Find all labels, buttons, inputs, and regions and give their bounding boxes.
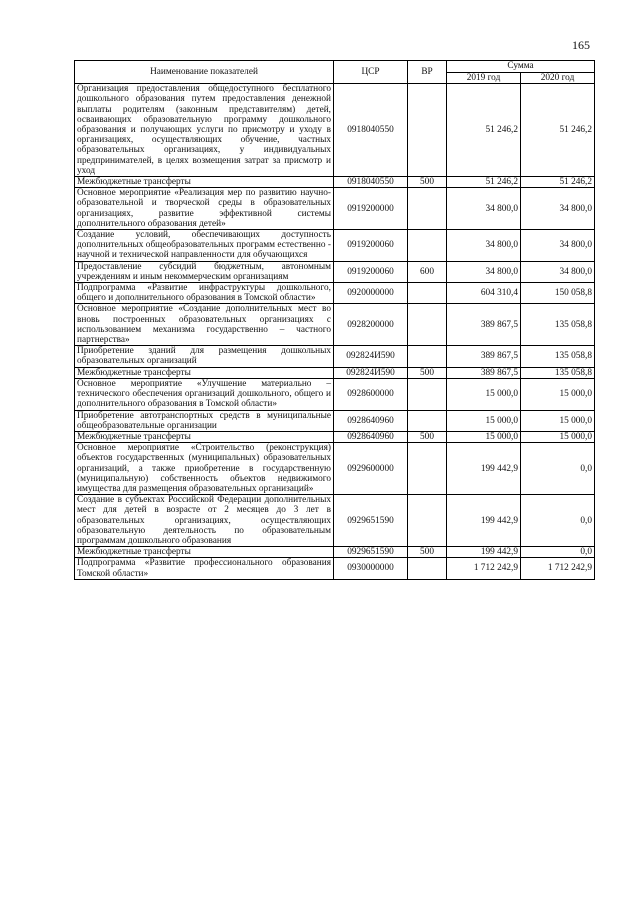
row-name-cell: Межбюджетные трансферты bbox=[75, 547, 334, 558]
row-2019-cell: 389 867,5 bbox=[447, 367, 521, 378]
row-vr-cell: 500 bbox=[408, 431, 447, 442]
row-2020-cell: 15 000,0 bbox=[521, 431, 595, 442]
header-csr: ЦСР bbox=[334, 61, 408, 84]
row-vr-cell bbox=[408, 188, 447, 230]
row-2020-cell: 135 058,8 bbox=[521, 367, 595, 378]
row-name-cell: Основное мероприятие «Создание дополнительных мест во вновь построенных образовательных организациях с использованием механизма государственно – частного партнерства» bbox=[75, 304, 334, 346]
table-row bbox=[75, 410, 595, 431]
row-vr-cell bbox=[408, 378, 447, 410]
row-name-cell: Подпрограмма «Развитие инфраструктуры дошкольного, общего и дополнительного образования в Томской области» bbox=[75, 283, 334, 304]
budget-table bbox=[74, 60, 595, 580]
row-csr-cell: 0928200000 bbox=[334, 304, 408, 346]
table-row bbox=[75, 188, 595, 230]
row-name-cell: Межбюджетные трансферты bbox=[75, 431, 334, 442]
table-row bbox=[75, 547, 595, 558]
row-vr-cell bbox=[408, 410, 447, 431]
table-body bbox=[75, 84, 595, 580]
row-vr-cell: 500 bbox=[408, 367, 447, 378]
row-name-cell: Межбюджетные трансферты bbox=[75, 367, 334, 378]
row-csr-cell: 0928600000 bbox=[334, 378, 408, 410]
row-csr-cell: 0928640960 bbox=[334, 431, 408, 442]
row-name-cell: Организация предоставления общедоступного бесплатного дошкольного образования путем предоставления денежной выплаты родителям (законным представителям) детей, осваивающих образовательную программу дошкольного образования и получающих услуги по присмотру и уходу в организациях, осуществляющих обучение, частных образовательных организациях, у индивидуальных предпринимателей, в целях возмещения затрат за присмотр и уход bbox=[75, 84, 334, 177]
row-2020-cell: 51 246,2 bbox=[521, 84, 595, 177]
row-2019-cell: 389 867,5 bbox=[447, 304, 521, 346]
row-csr-cell: 0918040550 bbox=[334, 177, 408, 188]
row-2020-cell: 0,0 bbox=[521, 443, 595, 495]
table-row bbox=[75, 367, 595, 378]
row-csr-cell: 092824И590 bbox=[334, 367, 408, 378]
row-name-cell: Подпрограмма «Развитие профессионального образования Томской области» bbox=[75, 558, 334, 579]
row-csr-cell: 0920000000 bbox=[334, 283, 408, 304]
row-name-cell: Основное мероприятие «Улучшение материально – технического обеспечения организаций дошкольного, общего и дополнительного образования в Томской области» bbox=[75, 378, 334, 410]
row-vr-cell bbox=[408, 230, 447, 262]
row-vr-cell bbox=[408, 495, 447, 547]
table-row bbox=[75, 304, 595, 346]
page-number: 165 bbox=[572, 38, 590, 52]
row-2019-cell: 199 442,9 bbox=[447, 443, 521, 495]
row-csr-cell: 0929651590 bbox=[334, 495, 408, 547]
row-2020-cell: 15 000,0 bbox=[521, 410, 595, 431]
header-name: Наименование показателей bbox=[75, 61, 334, 84]
table-header bbox=[75, 61, 595, 84]
header-year-2020: 2020 год bbox=[521, 73, 595, 84]
row-name-cell: Основное мероприятие «Строительство (реконструкция) объектов государственных (муниципальных) образовательных организаций, а также приобретение в государственную (муниципальную) собственность объектов недвижимого имущества для размещения образовательных организаций» bbox=[75, 443, 334, 495]
row-2020-cell: 150 058,8 bbox=[521, 283, 595, 304]
row-vr-cell bbox=[408, 84, 447, 177]
row-2019-cell: 34 800,0 bbox=[447, 261, 521, 282]
row-2019-cell: 389 867,5 bbox=[447, 346, 521, 367]
row-2019-cell: 51 246,2 bbox=[447, 177, 521, 188]
table-row bbox=[75, 177, 595, 188]
row-vr-cell: 500 bbox=[408, 547, 447, 558]
row-csr-cell: 0919200000 bbox=[334, 188, 408, 230]
table-row bbox=[75, 558, 595, 579]
table-row bbox=[75, 230, 595, 262]
row-name-cell: Приобретение зданий для размещения дошкольных образовательных организаций bbox=[75, 346, 334, 367]
row-vr-cell bbox=[408, 346, 447, 367]
header-year-2019: 2019 год bbox=[447, 73, 521, 84]
row-2020-cell: 51 246,2 bbox=[521, 177, 595, 188]
row-csr-cell: 0930000000 bbox=[334, 558, 408, 579]
row-name-cell: Создание в субъектах Российской Федерации дополнительных мест для детей в возрасте от 2 месяцев до 3 лет в образовательных организациях, осуществляющих образовательную деятельность по образовательным программам дошкольного образования bbox=[75, 495, 334, 547]
row-2020-cell: 135 058,8 bbox=[521, 346, 595, 367]
row-2019-cell: 34 800,0 bbox=[447, 230, 521, 262]
table-row bbox=[75, 84, 595, 177]
row-2020-cell: 15 000,0 bbox=[521, 378, 595, 410]
row-2020-cell: 0,0 bbox=[521, 547, 595, 558]
table-row bbox=[75, 346, 595, 367]
row-2019-cell: 1 712 242,9 bbox=[447, 558, 521, 579]
row-2020-cell: 0,0 bbox=[521, 495, 595, 547]
header-vr: ВР bbox=[408, 61, 447, 84]
row-name-cell: Межбюджетные трансферты bbox=[75, 177, 334, 188]
row-2019-cell: 15 000,0 bbox=[447, 410, 521, 431]
row-vr-cell: 600 bbox=[408, 261, 447, 282]
row-2019-cell: 15 000,0 bbox=[447, 378, 521, 410]
table-row bbox=[75, 431, 595, 442]
table-row bbox=[75, 378, 595, 410]
row-name-cell: Создание условий, обеспечивающих доступность дополнительных общеобразовательных программ естественно - научной и технической направленности для обучающихся bbox=[75, 230, 334, 262]
row-2019-cell: 34 800,0 bbox=[447, 188, 521, 230]
row-name-cell: Приобретение автотранспортных средств в муниципальные общеобразовательные организации bbox=[75, 410, 334, 431]
table-row bbox=[75, 495, 595, 547]
table-row bbox=[75, 261, 595, 282]
table-row bbox=[75, 443, 595, 495]
row-2019-cell: 15 000,0 bbox=[447, 431, 521, 442]
row-2019-cell: 199 442,9 bbox=[447, 495, 521, 547]
row-2019-cell: 604 310,4 bbox=[447, 283, 521, 304]
row-csr-cell: 0918040550 bbox=[334, 84, 408, 177]
row-name-cell: Предоставление субсидий бюджетным, автономным учреждениям и иным некоммерческим организациям bbox=[75, 261, 334, 282]
row-vr-cell bbox=[408, 304, 447, 346]
row-name-cell: Основное мероприятие «Реализация мер по развитию научно-образовательной и творческой среды в образовательных организациях, развитие эффективной системы дополнительного образования детей» bbox=[75, 188, 334, 230]
row-2019-cell: 51 246,2 bbox=[447, 84, 521, 177]
table-row bbox=[75, 283, 595, 304]
row-csr-cell: 092824И590 bbox=[334, 346, 408, 367]
row-2020-cell: 34 800,0 bbox=[521, 261, 595, 282]
row-vr-cell bbox=[408, 283, 447, 304]
row-2019-cell: 199 442,9 bbox=[447, 547, 521, 558]
row-csr-cell: 0919200060 bbox=[334, 230, 408, 262]
row-vr-cell bbox=[408, 558, 447, 579]
row-2020-cell: 34 800,0 bbox=[521, 230, 595, 262]
row-csr-cell: 0919200060 bbox=[334, 261, 408, 282]
header-sum: Сумма bbox=[447, 61, 595, 73]
row-2020-cell: 135 058,8 bbox=[521, 304, 595, 346]
row-vr-cell: 500 bbox=[408, 177, 447, 188]
row-2020-cell: 1 712 242,9 bbox=[521, 558, 595, 579]
row-csr-cell: 0929651590 bbox=[334, 547, 408, 558]
row-csr-cell: 0928640960 bbox=[334, 410, 408, 431]
row-csr-cell: 0929600000 bbox=[334, 443, 408, 495]
row-vr-cell bbox=[408, 443, 447, 495]
row-2020-cell: 34 800,0 bbox=[521, 188, 595, 230]
